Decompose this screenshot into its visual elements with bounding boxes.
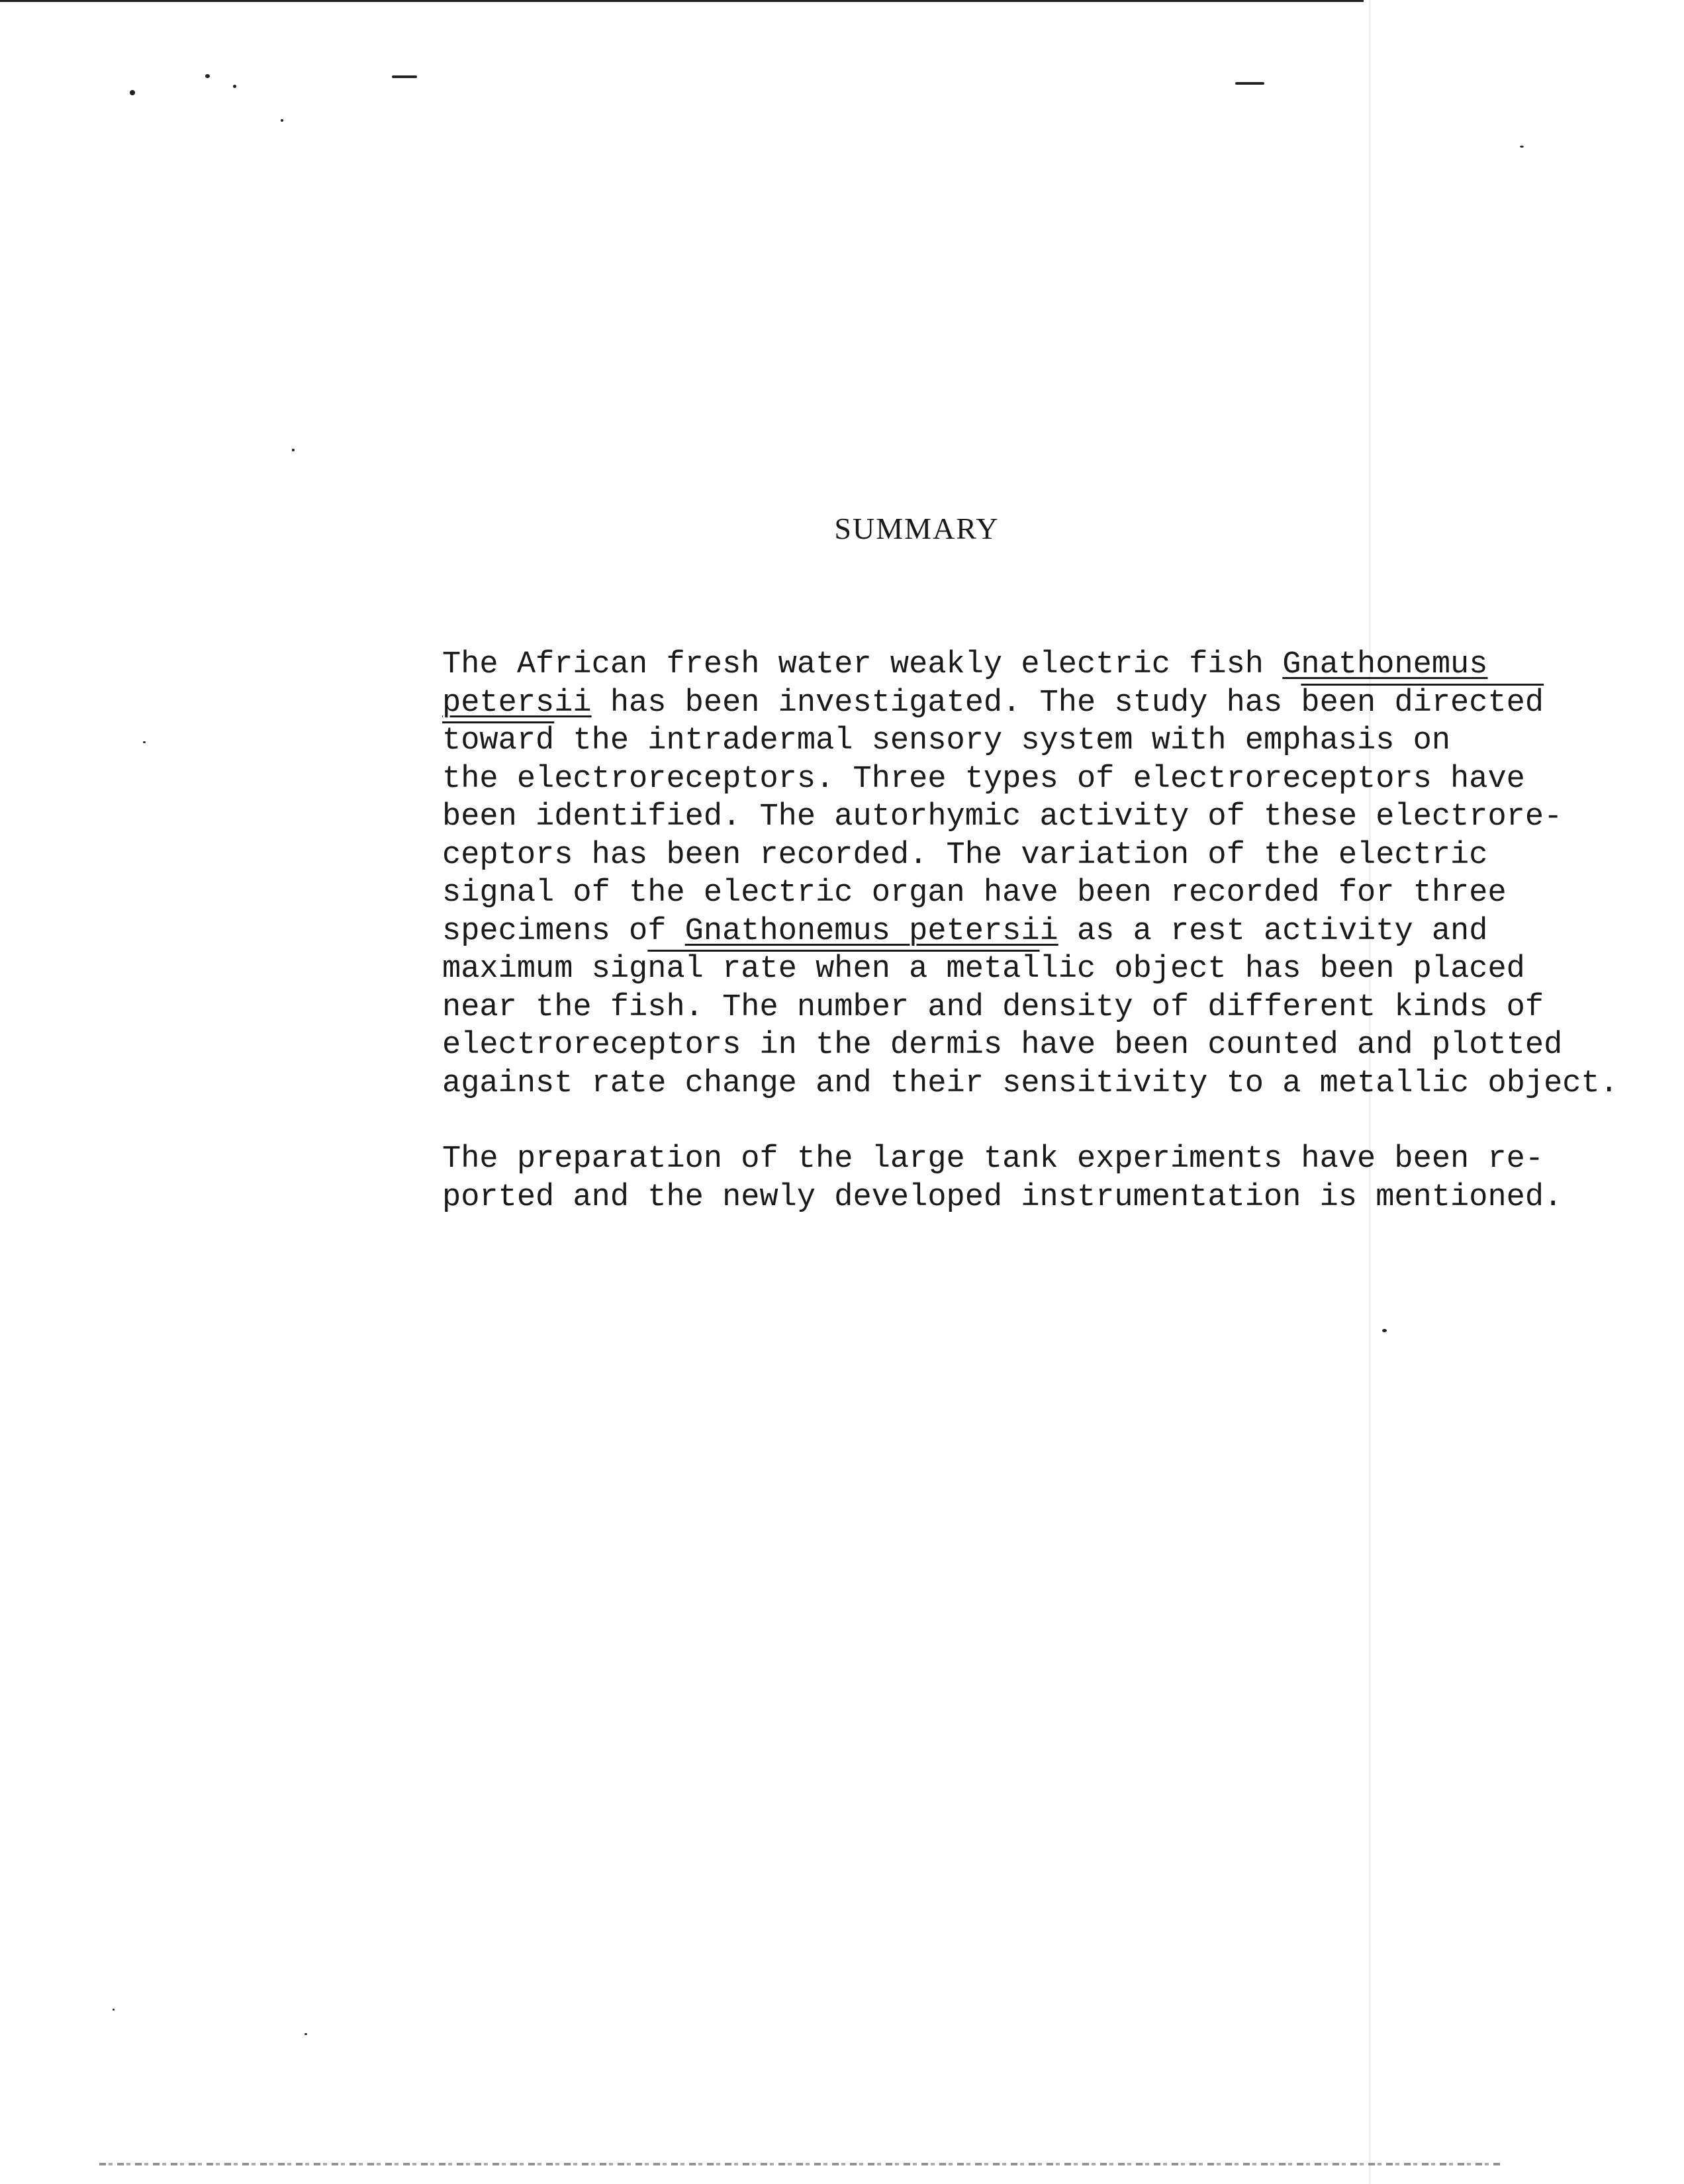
scan-speck	[130, 90, 135, 95]
summary-line: maximum signal rate when a metallic object has been placed	[442, 952, 1525, 987]
scan-bottom-noise	[99, 2163, 1503, 2165]
scan-speck	[1382, 1329, 1387, 1332]
scan-speck	[205, 74, 210, 78]
underlined-term: Gnathonemus	[1282, 647, 1488, 682]
summary-line: ceptors has been recorded. The variation of the electric	[442, 837, 1488, 873]
summary-line: the electroreceptors. Three types of electroreceptors have	[442, 761, 1525, 797]
overlined-phrase: been directed	[1301, 685, 1544, 721]
scan-speck	[233, 85, 236, 88]
underlined-term: Gnathonemus petersii	[684, 913, 1058, 949]
summary-line: The preparation of the large tank experiments have been re-	[442, 1142, 1544, 1177]
scan-mark	[1235, 82, 1264, 85]
scan-speck	[143, 741, 146, 743]
summary-line: specimens of Gnathonemus petersii as a rest activity and	[442, 913, 1488, 949]
summary-line: electroreceptors in the dermis have been counted and plotted	[442, 1028, 1563, 1063]
scan-speck	[292, 449, 295, 451]
paragraph-gap	[442, 1103, 1501, 1140]
overlined-phrase: nal rate when a metal	[647, 952, 1040, 987]
summary-line: The African fresh water weakly electric fish Gnathonemus	[442, 647, 1488, 682]
underlined-term: petersii	[442, 685, 592, 721]
scan-speck	[304, 2033, 307, 2035]
summary-line: petersii has been investigated. The study has been directed	[442, 685, 1544, 721]
summary-line: ported and the newly developed instrumentation is mentioned.	[442, 1179, 1563, 1215]
summary-line: been identified. The autorhymic activity of these electrore-	[442, 799, 1563, 835]
scan-speck	[281, 119, 283, 122]
summary-line: signal of the electric organ have been recorded for three	[442, 876, 1507, 911]
scan-mark	[392, 75, 417, 78]
scan-speck	[1520, 146, 1524, 148]
summary-line: against rate change and their sensitivity to a metallic object.	[442, 1066, 1618, 1101]
summary-line: near the fish. The number and density of different kinds of	[442, 989, 1544, 1025]
scan-speck	[113, 2009, 115, 2011]
summary-body	[442, 646, 1618, 1216]
overlined-phrase: toward	[442, 723, 555, 758]
page-title: SUMMARY	[834, 512, 1000, 545]
summary-line: toward the intradermal sensory system with emphasis on	[442, 723, 1451, 758]
scan-top-rule	[0, 0, 1364, 2]
